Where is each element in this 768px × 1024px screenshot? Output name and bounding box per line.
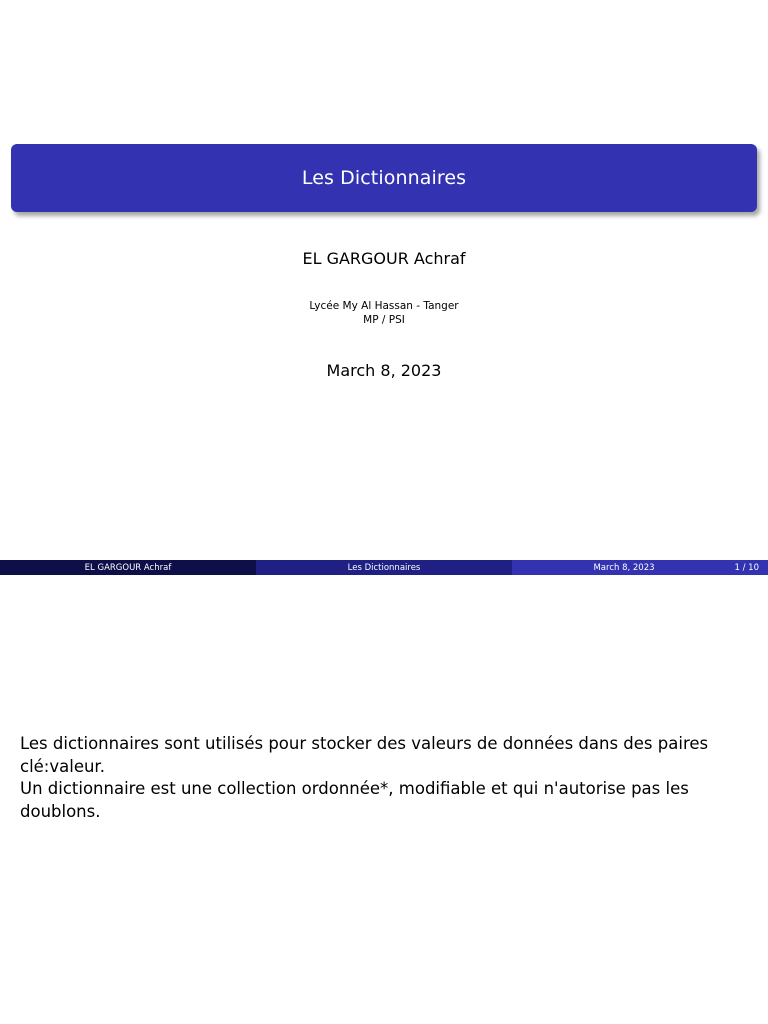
footer-title-cell <box>256 560 512 575</box>
institute-name: Lycée My Al Hassan - Tanger <box>309 300 459 312</box>
footer-title: Les Dictionnaires <box>347 562 421 573</box>
footer-right-cell <box>512 560 768 575</box>
presentation-title: Les Dictionnaires <box>301 167 467 189</box>
presentation-date: March 8, 2023 <box>326 361 442 380</box>
footer-author: EL GARGOUR Achraf <box>84 562 172 573</box>
institute-block <box>0 299 768 327</box>
content-slide <box>0 576 768 1024</box>
slide-body <box>20 733 740 823</box>
footer-bar <box>0 560 768 575</box>
footer-date: March 8, 2023 <box>593 562 655 573</box>
footer-author-cell <box>0 560 256 575</box>
paragraph-definition: Les dictionnaires sont utilisés pour stocker des valeurs de données dans des paires clé:valeur. <box>20 734 709 776</box>
institute-class: MP / PSI <box>363 314 405 326</box>
author-name: EL GARGOUR Achraf <box>302 249 466 268</box>
footer-page-number: 1 / 10 <box>734 562 759 573</box>
paragraph-properties: Un dictionnaire est une collection ordonnée*, modifiable et qui n'autorise pas les doublons. <box>20 779 689 821</box>
title-banner <box>11 144 757 212</box>
